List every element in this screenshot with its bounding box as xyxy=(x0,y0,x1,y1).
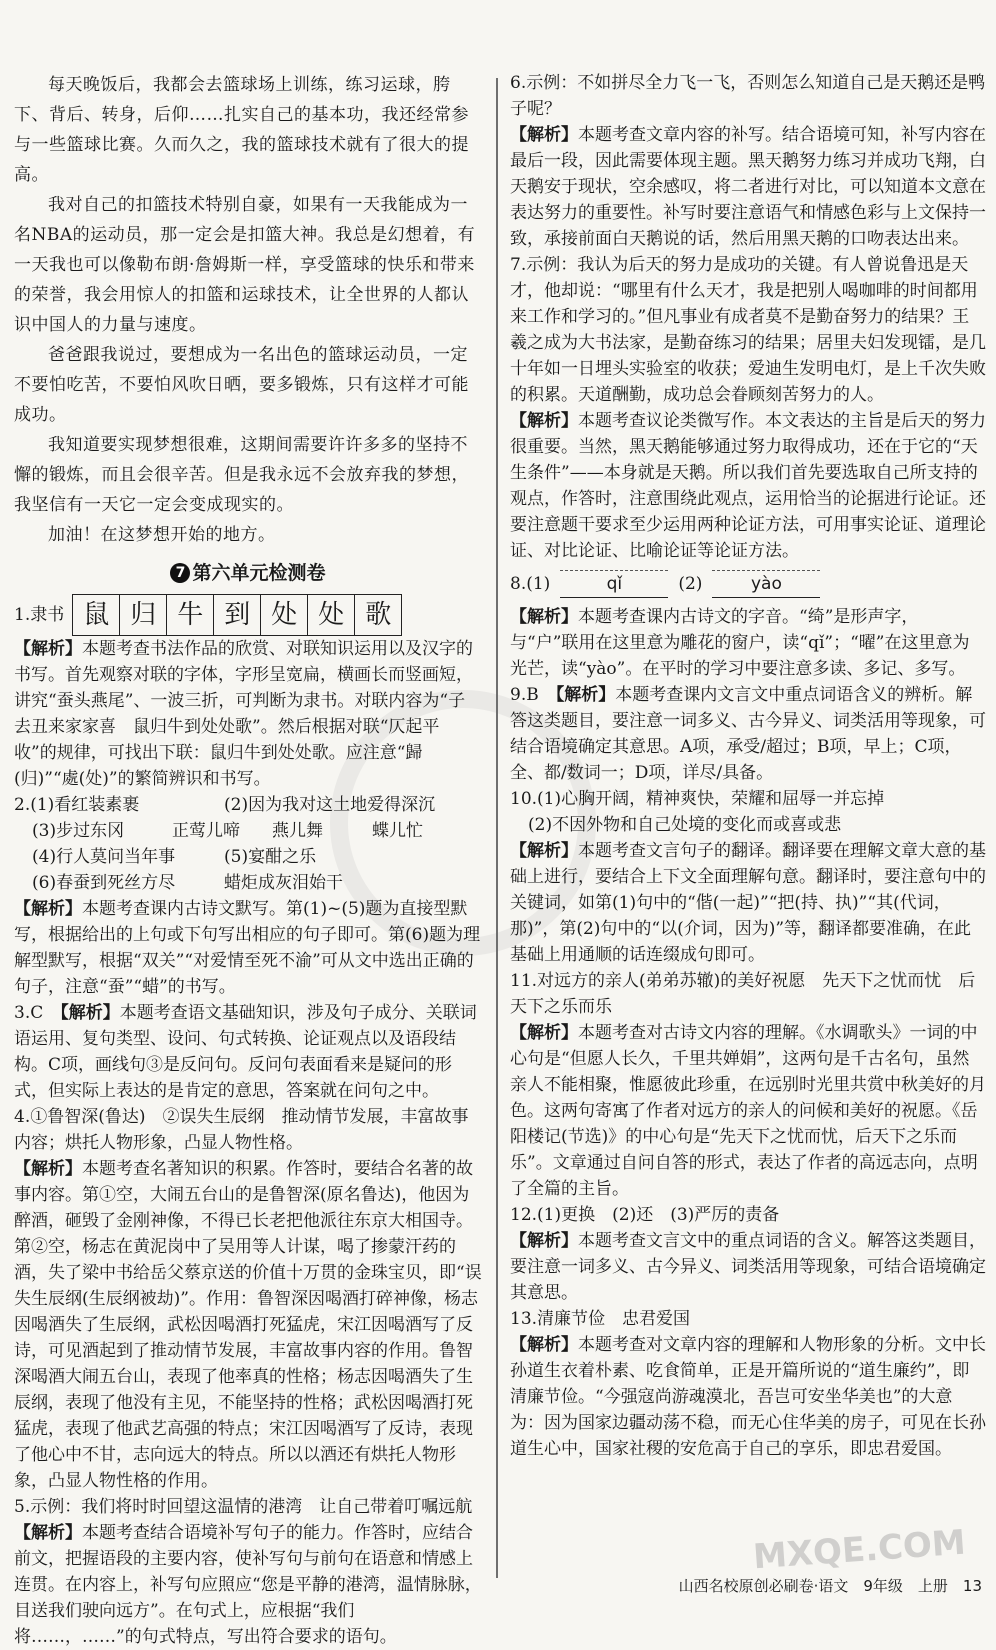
analysis-text: 本题考查文章内容的补写。结合语境可知，补写内容在最后一段，因此需要体现主题。黑天鹅努力练习并成功飞翔，白天鹅安于现状，空余感叹，将二者进行对比，可以知道本文意在表达努力的重要性。补写时要注意语气和情感色彩与上文保持一致，承接前面白天鹅说的话，然后用黑天鹅的口吻表达出来。 xyxy=(510,125,986,249)
grid-char: 归 xyxy=(120,595,167,635)
analysis-text: 本题考查文言文中的重点词语的含义。解答这类题目，要注意一词多义、古今异义、词类活用等现象，可结合语境确定其意思。 xyxy=(510,1231,986,1303)
analysis-tag: 【解析】 xyxy=(510,411,578,431)
analysis-text: 本题考查议论类微写作。本文表达的主旨是后天的努力很重要。当然，黑天鹅能够通过努力取得成功，还在于它的“天生条件”——本身就是天鹅。所以我们首先要选取自己所支持的观点，作答时，注意围绕此观点，运用恰当的论据进行论证。还要注意题干要求至少运用两种论证方法，可用事实论证、道理论证、对比论证、比喻论证等论证方法。 xyxy=(510,411,986,561)
q8-part-label: (1) xyxy=(526,574,551,594)
essay xyxy=(14,70,482,550)
q13-analysis xyxy=(510,1332,986,1462)
q1-number: 1.隶书 xyxy=(14,605,65,625)
analysis-tag: 【解析】 xyxy=(14,899,82,919)
q3 xyxy=(14,1000,482,1104)
analysis-tag: 【解析】 xyxy=(510,125,578,145)
q5-answer: 5.示例：我们将时时回望这温情的港湾 让自己带着叮嘱远航 xyxy=(14,1497,473,1517)
q2-item: 正莺儿啼 xyxy=(172,821,240,841)
essay-paragraph: 每天晚饭后，我都会去篮球场上训练，练习运球，胯下、背后、转身，后仰……扎实自己的基本功，我还经常参与一些篮球比赛。久而久之，我的篮球技术就有了很大的提高。 xyxy=(14,75,469,185)
q2-item: 蝶儿忙 xyxy=(372,821,423,841)
q2-item: (5)宴酣之乐 xyxy=(224,847,317,867)
q8-number: 8. xyxy=(510,574,527,594)
q8-analysis xyxy=(510,604,986,682)
grid-char: 处 xyxy=(308,595,355,635)
grid-char: 牛 xyxy=(167,595,214,635)
unit-title xyxy=(14,560,482,586)
q2-line xyxy=(14,844,482,870)
q6-answer: 6.示例：不如拼尽全力飞一飞，否则怎么知道自己是天鹅还是鸭子呢？ xyxy=(510,73,986,119)
q13-answer: 13.清廉节俭 忠君爱国 xyxy=(510,1309,691,1329)
q8-answer xyxy=(510,570,986,598)
q3-answer: 3.C xyxy=(14,1003,44,1023)
q7-analysis xyxy=(510,408,986,564)
analysis-text: 本题考查对文章内容的理解和人物形象的分析。文中长孙道生衣着朴素、吃食简单，正是开篇所说的“道生廉约”，即清廉节俭。“今强寇尚游魂漠北，吾岂可安坐华美也”的大意为：因为国家边疆动荡不稳，而无心住华美的房子，可见在长孙道生心中，国家社稷的安危高于自己的享乐，即忠君爱国。 xyxy=(510,1335,986,1459)
q2-item: (6)春蚕到死丝方尽 xyxy=(32,873,176,893)
right-column xyxy=(510,70,986,1462)
site-watermark: MXQE.COM xyxy=(752,1522,968,1578)
pinyin-blank: qǐ xyxy=(560,570,668,598)
q12-answer: 12.(1)更换 (2)还 (3)严厉的责备 xyxy=(510,1205,780,1225)
analysis-text: 本题考查语文基础知识，涉及句子成分、关联词语运用、复句类型、设问、句式转换、论证观点以及语段结构。C项，画线句③是反问句。反问句表面看来是疑问的形式，但实际上表达的是肯定的意思，答案就在问句之中。 xyxy=(14,1003,477,1101)
grid-char: 到 xyxy=(214,595,261,635)
q8-part-label: (2) xyxy=(678,574,703,594)
q1-answer xyxy=(14,594,482,636)
analysis-tag: 【解析】 xyxy=(510,1231,578,1251)
q2-line xyxy=(14,792,482,818)
analysis-tag: 【解析】 xyxy=(14,1523,82,1543)
column-divider xyxy=(496,78,498,1578)
analysis-tag: 【解析】 xyxy=(510,841,578,861)
analysis-text: 本题考查名著知识的积累。作答时，要结合名著的故事内容。第①空，大闹五台山的是鲁智深(原名鲁达)，他因为醉酒，砸毁了金刚神像，不得已长老把他派往东京大相国寺。第②空，杨志在黄泥岗中了吴用等人计谋，喝了掺蒙汗药的酒，失了梁中书给岳父蔡京送的价值十万贯的金珠宝贝，即“误失生辰纲(生辰纲被劫)”。作用：鲁智深因喝酒打碎神像，杨志因喝酒失了生辰纲，武松因喝酒打死猛虎，宋江因喝酒写了反诗，可见酒起到了推动情节发展，丰富故事内容的作用。鲁智深喝酒大闹五台山，表现了他率真的性格；杨志因喝酒失了生辰纲，表现了他没有主见，不能坚持的性格；武松因喝酒打死猛虎，表现了他武艺高强的特点；宋江因喝酒写了反诗，表现了他心中不甘，志向远大的特点。所以以酒还有烘托人物形象，凸显人物性格的作用。 xyxy=(14,1159,482,1491)
analysis-text: 本题考查文言句子的翻译。翻译要在理解文章大意的基础上进行，要结合上下文全面理解句意。翻译时，要注意句中的关键词，如第(1)句中的“偕(一起)”“把(持、执)”“其(代词，那)”，第(2)句中的“以(介词，因为)”等，翻译都要准确，在此基础上用通顺的话连缀成句即可。 xyxy=(510,841,986,965)
q4-analysis xyxy=(14,1156,482,1494)
q2-line xyxy=(14,870,482,896)
essay-paragraph: 爸爸跟我说过，要想成为一名出色的篮球运动员，一定不要怕吃苦，不要怕风吹日晒，要多锻炼，只有这样才可能成功。 xyxy=(14,345,469,425)
q5-analysis xyxy=(14,1520,482,1650)
q12-analysis xyxy=(510,1228,986,1306)
q11-answer: 11.对远方的亲人(弟弟苏辙)的美好祝愿 先天下之忧而忧 后天下之乐而乐 xyxy=(510,971,976,1017)
q9 xyxy=(510,682,986,786)
analysis-text: 本题考查课内古诗文的字音。“绮”是形声字，与“户”联用在这里意为雕花的窗户，读“qǐ”；“曜”在这里意为光芒，读“yào”。在平时的学习中要注意多读、多记、多写。 xyxy=(510,607,970,679)
q2-answer xyxy=(14,792,482,896)
q2-item: 蜡炬成灰泪始干 xyxy=(224,873,343,893)
q2-analysis xyxy=(14,896,482,1000)
q2-item: (3)步过东冈 xyxy=(32,821,125,841)
q4-answer: 4.①鲁智深(鲁达) ②误失生辰纲 推动情节发展，丰富故事内容；烘托人物形象，凸显人物性格。 xyxy=(14,1107,469,1153)
q2-line xyxy=(14,818,482,844)
grid-char: 鼠 xyxy=(73,595,120,635)
q2-item: (4)行人莫问当年事 xyxy=(32,847,176,867)
q2-item: (2)因为我对这土地爱得深沉 xyxy=(224,795,436,815)
analysis-tag: 【解析】 xyxy=(555,685,616,705)
q1-analysis xyxy=(14,636,482,792)
unit-badge: 7 xyxy=(170,563,190,583)
analysis-tag: 【解析】 xyxy=(510,1023,578,1043)
q10-answer-2: (2)不因外物和自己处境的变化而或喜或悲 xyxy=(528,815,842,835)
q11-analysis xyxy=(510,1020,986,1202)
q9-answer: 9.B xyxy=(510,685,539,705)
q10-analysis xyxy=(510,838,986,968)
analysis-text: 本题考查对古诗文内容的理解。《水调歌头》一词的中心句是“但愿人长久，千里共婵娟”，这两句是千古名句，虽然亲人不能相聚，惟愿彼此珍重，在远别时光里共赏中秋美好的月色。这两句寄寓了作者对远方的亲人的问候和美好的祝愿。《岳阳楼记(节选)》的中心句是“先天下之忧而忧，后天下之乐而乐”。文章通过自问自答的形式，表达了作者的高远志向，点明了全篇的主旨。 xyxy=(510,1023,986,1199)
analysis-tag: 【解析】 xyxy=(510,1335,578,1355)
unit-title-text: 第六单元检测卷 xyxy=(192,562,326,584)
analysis-tag: 【解析】 xyxy=(60,1003,120,1023)
analysis-tag: 【解析】 xyxy=(14,639,82,659)
q7-answer: 7.示例：我认为后天的努力是成功的关键。有人曾说鲁迅是天才，他却说：“哪里有什么天才，我是把别人喝咖啡的时间都用来工作和学习的。”但凡事业有成者莫不是勤奋努力的结果？王羲之成为大书法家，是勤奋练习的结果；居里夫妇发现镭，是几十年如一日埋头实验室的收获；爱迪生发明电灯，是上千次失败的积累。天道酬勤，成功总会眷顾刻苦努力的人。 xyxy=(510,255,986,405)
grid-char: 处 xyxy=(261,595,308,635)
pinyin-blank: yào xyxy=(712,570,820,598)
analysis-tag: 【解析】 xyxy=(14,1159,82,1179)
essay-paragraph: 加油！在这梦想开始的地方。 xyxy=(48,525,276,545)
analysis-text: 本题考查书法作品的欣赏、对联知识运用以及汉字的书写。首先观察对联的字体，字形呈宽扁，横画长而竖画短，讲究“蚕头燕尾”、一波三折，可判断为隶书。对联内容为“子去丑来家家喜 鼠归牛到处处歌”。然后根据对联“仄起平收”的规律，可找出下联：鼠归牛到处处歌。应注意“歸(归)”“處(处)”的繁简辨识和书写。 xyxy=(14,639,473,789)
q2-item: 2.(1)看红装素裹 xyxy=(14,795,140,815)
left-column xyxy=(14,70,482,1650)
analysis-text: 本题考查课内古诗文默写。第(1)~(5)题为直接型默写，根据给出的上句或下句写出相应的句子即可。第(6)题为理解型默写，根据“双关”“对爱情至死不渝”可从文中选出正确的句子，注意“蚕”“蜡”的书写。 xyxy=(14,899,481,997)
page-footer: 山西名校原创必刷卷·语文 9年级 上册 13 xyxy=(678,1577,982,1595)
essay-paragraph: 我知道要实现梦想很难，这期间需要许许多多的坚持不懈的锻炼，而且会很辛苦。但是我永远不会放弃我的梦想，我坚信有一天它一定会变成现实的。 xyxy=(14,435,469,515)
calligraphy-grid xyxy=(72,594,402,636)
analysis-tag: 【解析】 xyxy=(510,607,578,627)
q6-analysis xyxy=(510,122,986,252)
q10-answer-1: 10.(1)心胸开阔，精神爽快，荣耀和屈辱一并忘掉 xyxy=(510,789,885,809)
essay-paragraph: 我对自己的扣篮技术特别自豪，如果有一天我能成为一名NBA的运动员，那一定会是扣篮大神。我总是幻想着，有一天我也可以像勒布朗·詹姆斯一样，享受篮球的快乐和带来的荣誉，我会用惊人的扣篮和运球技术，让全世界的人都认识中国人的力量与速度。 xyxy=(14,195,476,335)
q2-item: 燕儿舞 xyxy=(272,821,323,841)
analysis-text: 本题考查结合语境补写句子的能力。作答时，应结合前文，把握语段的主要内容，使补写句与前句在语意和情感上连贯。在内容上，补写句应照应“您是平静的港湾，温情脉脉，目送我们驶向远方”。在句式上，应根据“我们将……，……”的句式特点，写出符合要求的语句。 xyxy=(14,1523,482,1647)
analysis-text: 本题考查课内文言文中重点词语含义的辨析。解答这类题目，要注意一词多义、古今异义、词类活用等现象，可结合语境确定其意思。A项，承受/超过；B项，早上；C项，全、都/数词一；D项，详尽/具备。 xyxy=(510,685,986,783)
grid-char: 歌 xyxy=(365,600,392,630)
